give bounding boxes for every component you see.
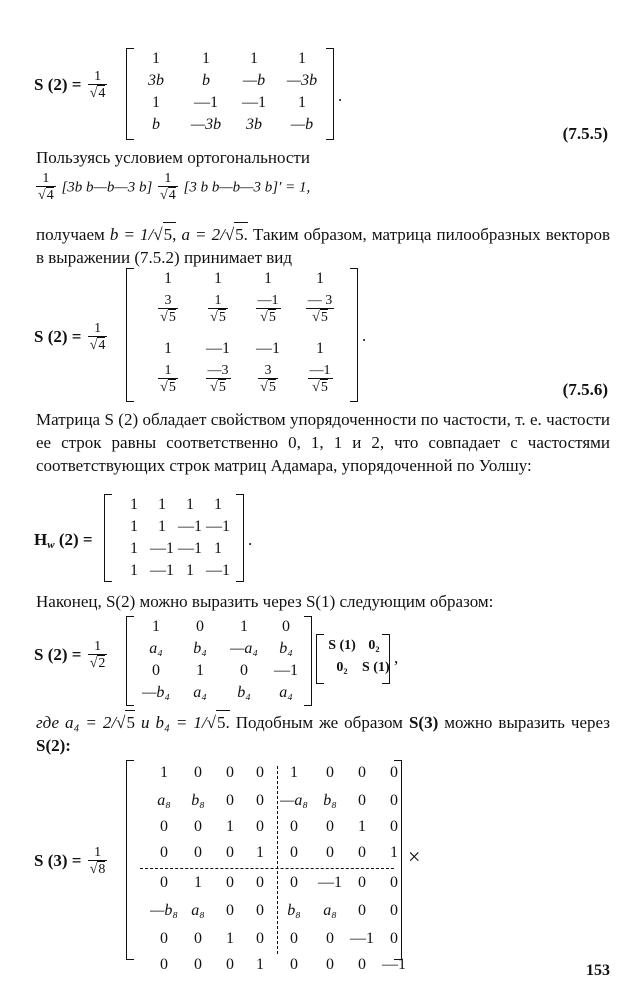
eq756-matrix-cell <box>194 294 242 326</box>
s3-matrix-cell: 0 <box>290 818 298 835</box>
s3-matrix-cell: b₈ <box>191 792 205 809</box>
eq756-matrix-cell: 1 <box>164 340 172 357</box>
s3-matrix-cell: 0 <box>390 818 398 835</box>
orth-left-vector: [3b b—b—3 b] <box>57 179 157 196</box>
s3-matrix-cell: 0 <box>160 930 168 947</box>
eq-s3-lhs <box>34 846 109 878</box>
eq755-trailing-dot: . <box>338 86 343 105</box>
eq-s2-lhs-fraction <box>88 640 108 672</box>
eq755-lhs-fraction <box>88 70 108 102</box>
eq755-matrix-cell: b <box>152 116 160 133</box>
para5-a-radicand: 5 <box>125 710 135 734</box>
eq756-matrix-cell-fraction-radicand: 5 <box>320 310 328 325</box>
para5-b-radical <box>207 713 216 732</box>
s3-matrix-cell: a₈ <box>191 902 205 919</box>
hw-matrix-cell: 1 <box>214 496 222 513</box>
eq756-matrix-cell-fraction-num: — 3 <box>307 293 333 308</box>
eq756-matrix-cell-fraction-den <box>206 378 231 396</box>
hw-matrix-cell: 1 <box>158 496 166 513</box>
para5-c: Подобным же образом <box>229 713 409 732</box>
eq-s2-lhs-fraction-den <box>88 654 108 672</box>
s3-matrix-cell: —1 <box>382 956 406 973</box>
orth-fraction-right-num: 1 <box>164 171 172 186</box>
eq756-matrix-cell-fraction-radicand: 5 <box>268 310 276 325</box>
eq756-matrix-cell-fraction-den <box>158 378 178 396</box>
para2-a: получаем <box>36 225 110 244</box>
paragraph-orthogonality: Пользуясь условием ортогональности <box>36 148 310 167</box>
eq755-lhs-fraction-den <box>88 84 108 102</box>
eq756-matrix-cell: 1 <box>316 270 324 287</box>
para5-e: можно выразить через <box>438 713 610 732</box>
eq755-matrix-cell: —1 <box>242 94 266 111</box>
hw-label-rest: (2) = <box>54 530 93 549</box>
eq756-number: (7.5.6) <box>562 380 608 399</box>
eq756-matrix-cell: —1 <box>256 340 280 357</box>
eq756-matrix <box>126 268 358 402</box>
s3-matrix-cell: 0 <box>256 874 264 891</box>
hw-trailing-dot: . <box>248 530 253 549</box>
para2-b-radicand: 5, <box>163 222 177 246</box>
s3-matrix-cell: 0 <box>256 902 264 919</box>
s3-matrix-cell: 1 <box>256 956 264 973</box>
s2-matrix-cell: 1 <box>240 618 248 635</box>
paragraph-ordering: Матрица S (2) обладает свойством упорядоченности по частости, т. е. частости ее строк равны соответственно 0, 1, 1 и 2, что совпадает с частостями соответствующих строк матриц Адамара, упорядоченной по Уолшу: <box>36 410 610 475</box>
eq755-matrix <box>126 48 334 140</box>
eq756-matrix-cell-fraction <box>208 294 228 326</box>
eq756-matrix-cell-fraction-radical <box>210 310 218 325</box>
s3-matrix-cell: 0 <box>390 902 398 919</box>
para2-c-radicand: 5. <box>234 222 248 246</box>
hw-matrix-cell: —1 <box>178 540 202 557</box>
eq-s2-lhs-fraction-radicand: 2 <box>98 656 106 671</box>
s3-matrix-cell: 1 <box>226 930 234 947</box>
eq756-matrix-cell-fraction-radicand: 5 <box>268 380 276 395</box>
orth-fraction-right <box>158 172 178 204</box>
eq756-matrix-cell-fraction-den <box>306 308 335 326</box>
eq756-matrix-cell: 1 <box>264 270 272 287</box>
s3-matrix-cell: 0 <box>326 956 334 973</box>
s2-matrix-cell: a₄ <box>279 684 293 701</box>
s2-matrix-cell: b₄ <box>279 640 293 657</box>
eq755-matrix-cell: 3b <box>148 72 164 89</box>
orth-fraction-left <box>36 172 56 204</box>
eq756-matrix-cell-fraction-num: 3 <box>164 293 172 308</box>
para2-d: Таким образом, матрица пилообразных векторов в выражении (7.5.2) принимает вид <box>36 225 610 267</box>
s3-matrix-cell: 0 <box>290 956 298 973</box>
s2-block-matrix <box>316 634 390 684</box>
eq756-matrix-cell-fraction-radicand: 5 <box>218 310 226 325</box>
eq756-matrix-cell-fraction-radical <box>210 380 218 395</box>
eq755-matrix-right-bracket <box>326 48 334 140</box>
s2-matrix-cell: —1 <box>274 662 298 679</box>
s3-matrix-cell: 0 <box>256 764 264 781</box>
s3-matrix-cell: b₈ <box>323 792 337 809</box>
s2-matrix-cell: —b₄ <box>142 684 170 701</box>
s2-matrix-cell: 0 <box>196 618 204 635</box>
s3-matrix-cell: 0 <box>256 930 264 947</box>
s2-matrix-cell: 0 <box>152 662 160 679</box>
eq756-matrix-cell-fraction-radical <box>260 380 268 395</box>
s3-matrix-cell: 1 <box>358 818 366 835</box>
eq756-matrix-cell-fraction-radical <box>312 310 320 325</box>
paragraph-s3-intro <box>36 710 610 757</box>
s2-matrix-cell: b₄ <box>193 640 207 657</box>
s3-matrix-cell: 0 <box>160 956 168 973</box>
s3-matrix-cell: 0 <box>290 844 298 861</box>
eq756-matrix-cell <box>144 364 192 396</box>
hw-matrix-cell: 1 <box>130 496 138 513</box>
orth-fraction-left-den <box>36 186 56 204</box>
hw-matrix-cell: 1 <box>130 540 138 557</box>
eq756-matrix-cell-fraction-num: 3 <box>264 363 272 378</box>
eq756-matrix-cell-fraction-den <box>308 378 333 396</box>
hw-label-sub: w <box>47 539 55 551</box>
eq755-matrix-cell: —3b <box>286 72 318 89</box>
para5-d: S(3) <box>408 713 439 732</box>
s2-matrix-cell: a₄ <box>193 684 207 701</box>
eq755-matrix-cell: 3b <box>246 116 262 133</box>
eq756-matrix-cell: 1 <box>214 270 222 287</box>
para5-f: S(2): <box>36 736 71 755</box>
s3-matrix-cell: 0 <box>160 844 168 861</box>
orth-fraction-right-radicand: 4 <box>168 188 176 203</box>
eq756-matrix-cell <box>296 294 344 326</box>
s3-matrix-cell: —b₈ <box>150 902 178 919</box>
eq756-matrix-cell-fraction <box>158 294 178 326</box>
s3-matrix-cell: 0 <box>358 902 366 919</box>
eq756-matrix-cell-fraction-num: —1 <box>309 363 331 378</box>
eq755-lhs <box>34 70 109 102</box>
hw-matrix-cell: 1 <box>186 496 194 513</box>
s3-matrix-cell: —1 <box>350 930 374 947</box>
eq755-lhs-label: S (2) = <box>34 74 86 94</box>
hw-matrix-cell: —1 <box>206 562 230 579</box>
s3-matrix-cell: 0 <box>326 764 334 781</box>
s3-times-sign: × <box>408 844 421 869</box>
hw-matrix-cell: 1 <box>186 562 194 579</box>
s2-block-cell: 0₂ <box>368 638 380 653</box>
s3-matrix-cell: 0 <box>194 818 202 835</box>
eq756-matrix-cell-fraction-radical <box>260 310 268 325</box>
s3-matrix-cell: 0 <box>226 902 234 919</box>
s3-matrix-cell: —1 <box>318 874 342 891</box>
eq756-matrix-cell <box>244 364 292 396</box>
eq755-matrix-cell: b <box>202 72 210 89</box>
s2-matrix-cell: —a₄ <box>230 640 258 657</box>
eq756-lhs <box>34 322 109 354</box>
eq756-matrix-cell-fraction-num: —1 <box>257 293 279 308</box>
hw-matrix-cell: —1 <box>206 518 230 535</box>
eq755-matrix-cell: —3b <box>190 116 222 133</box>
para5-a: где a₄ = 2/ <box>36 713 117 732</box>
eq756-matrix-cell-fraction <box>158 364 178 396</box>
orth-fraction-left-radical <box>38 188 46 203</box>
s3-matrix-cell: 0 <box>358 956 366 973</box>
hw-matrix-cell: —1 <box>150 562 174 579</box>
eq-s3-lhs-fraction-num: 1 <box>94 845 102 860</box>
s3-matrix-cell: 1 <box>194 874 202 891</box>
eq756-trailing-dot: . <box>362 326 367 345</box>
s3-matrix-cell: 1 <box>290 764 298 781</box>
s3-matrix-cell: 0 <box>194 844 202 861</box>
hw-lhs <box>34 530 93 551</box>
eq756-matrix-cell-fraction-radicand: 5 <box>168 380 176 395</box>
eq-s3-lhs-fraction <box>88 846 108 878</box>
eq756-matrix-cell-fraction-radicand: 5 <box>320 380 328 395</box>
eq756-matrix-cell <box>296 364 344 396</box>
hw-matrix <box>104 494 244 582</box>
eq-s2-lhs-fraction-radical <box>90 656 98 671</box>
orthogonality-equation <box>34 172 310 204</box>
eq-s2-lhs-label: S (2) = <box>34 644 86 664</box>
eq756-matrix-cell-fraction-den <box>256 308 281 326</box>
eq755-lhs-fraction-num: 1 <box>94 69 102 84</box>
eq756-matrix-cell-fraction <box>206 364 231 396</box>
s3-matrix-cell: 0 <box>194 956 202 973</box>
eq756-lhs-fraction-num: 1 <box>94 321 102 336</box>
eq756-matrix-cell-fraction <box>258 364 278 396</box>
orth-fraction-left-num: 1 <box>42 171 50 186</box>
eq-s3-lhs-label: S (3) = <box>34 850 86 870</box>
eq756-matrix-cell-fraction-radical <box>312 380 320 395</box>
eq756-matrix-cell <box>144 294 192 326</box>
eq756-matrix-cell-fraction-den <box>208 308 228 326</box>
s3-horizontal-partition <box>140 868 394 869</box>
eq755-lhs-fraction-radical <box>90 86 98 101</box>
eq756-matrix-cell: —1 <box>206 340 230 357</box>
eq756-matrix-cell-fraction-num: —3 <box>207 363 229 378</box>
hw-matrix-cell: 1 <box>214 540 222 557</box>
s3-matrix-left-bracket <box>126 760 134 960</box>
hw-matrix-cell: —1 <box>178 518 202 535</box>
s3-matrix-cell: 0 <box>290 930 298 947</box>
eq755-matrix-cell: —b <box>242 72 266 89</box>
eq756-matrix-cell-fraction-radicand: 5 <box>168 310 176 325</box>
eq756-matrix-right-bracket <box>350 268 358 402</box>
s3-matrix <box>126 760 406 973</box>
s2-matrix <box>126 616 312 706</box>
s3-matrix-cell: 0 <box>326 818 334 835</box>
s2-matrix-cell: 1 <box>196 662 204 679</box>
eq755-matrix-cell: 1 <box>298 50 306 67</box>
s2-block-cell: S (1) <box>328 638 356 653</box>
paragraph-recursion: Наконец, S(2) можно выразить через S(1) следующим образом: <box>36 592 494 611</box>
eq756-matrix-left-bracket <box>126 268 134 402</box>
para5-b-radicand: 5. <box>216 710 230 734</box>
s3-matrix-cell: 1 <box>160 764 168 781</box>
s3-matrix-cell: a₈ <box>157 792 171 809</box>
hw-matrix-cell: 1 <box>130 562 138 579</box>
hw-matrix-cell: —1 <box>150 540 174 557</box>
orth-fraction-left-radicand: 4 <box>46 188 54 203</box>
para2-b-radical <box>153 225 162 244</box>
eq756-matrix-cell <box>194 364 242 396</box>
s3-matrix-cell: 0 <box>390 764 398 781</box>
s3-matrix-cell: 0 <box>194 930 202 947</box>
eq-s3-lhs-fraction-den <box>88 860 108 878</box>
eq756-lhs-fraction-radicand: 4 <box>98 338 106 353</box>
eq756-matrix-cell-fraction <box>308 364 333 396</box>
eq-s2-trailing-comma: , <box>394 648 399 667</box>
s3-matrix-cell: 0 <box>226 792 234 809</box>
paragraph-sawtooth <box>36 222 610 269</box>
s2-matrix-cell: b₄ <box>237 684 251 701</box>
para2-c: a = 2/ <box>176 225 225 244</box>
s3-matrix-cell: 0 <box>256 792 264 809</box>
eq756-matrix-cell <box>244 294 292 326</box>
s2-matrix-cell: 1 <box>152 618 160 635</box>
eq755-number: (7.5.5) <box>562 124 608 143</box>
s3-matrix-cell: 0 <box>160 818 168 835</box>
eq756-matrix-cell-fraction-radical <box>160 310 168 325</box>
s3-matrix-cell: 0 <box>358 792 366 809</box>
s3-matrix-cell: 1 <box>256 844 264 861</box>
s3-matrix-cell: 1 <box>226 818 234 835</box>
eq755-matrix-cell: —b <box>290 116 314 133</box>
s3-matrix-cell: b₈ <box>287 902 301 919</box>
eq756-matrix-cell-fraction-den <box>158 308 178 326</box>
eq755-matrix-cell: 1 <box>250 50 258 67</box>
para2-b: b = 1/ <box>109 225 154 244</box>
eq756-matrix-cell-fraction-num: 1 <box>164 363 172 378</box>
eq755-lhs-fraction-radicand: 4 <box>98 86 106 101</box>
s3-vertical-partition <box>277 766 278 954</box>
orth-right-vector: [3 b b—b—3 b]′ = 1, <box>179 179 311 196</box>
s3-matrix-cell: 0 <box>226 956 234 973</box>
s2-matrix-cell: a₄ <box>149 640 163 657</box>
s3-matrix-cell: 0 <box>326 844 334 861</box>
eq756-matrix-cell: 1 <box>316 340 324 357</box>
s3-matrix-cell: 0 <box>358 874 366 891</box>
eq-s3-lhs-fraction-radicand: 8 <box>98 862 106 877</box>
eq755-matrix-cell: 1 <box>152 50 160 67</box>
eq-s2-lhs-fraction-num: 1 <box>94 639 102 654</box>
eq756-matrix-cell-fraction-den <box>258 378 278 396</box>
eq756-lhs-fraction-den <box>88 336 108 354</box>
s2-matrix-cell: 0 <box>282 618 290 635</box>
eq755-matrix-cell: 1 <box>152 94 160 111</box>
orth-fraction-right-radical <box>160 188 168 203</box>
eq756-lhs-label: S (2) = <box>34 326 86 346</box>
s2-block-cell: 0₂ <box>336 660 348 675</box>
eq756-matrix-cell-fraction-radical <box>160 380 168 395</box>
s3-matrix-cell: 0 <box>160 874 168 891</box>
eq755-matrix-cell: 1 <box>202 50 210 67</box>
s3-matrix-cell: 0 <box>290 874 298 891</box>
hw-matrix-cell: 1 <box>158 518 166 535</box>
s3-matrix-cell: —a₈ <box>280 792 308 809</box>
s3-matrix-cell: 0 <box>226 764 234 781</box>
s3-matrix-cell: 0 <box>358 764 366 781</box>
eq756-matrix-cell-fraction-num: 1 <box>214 293 222 308</box>
s3-matrix-cell: 0 <box>358 844 366 861</box>
hw-label-h: H <box>34 530 48 549</box>
s3-matrix-cell: 0 <box>390 930 398 947</box>
eq-s3-lhs-fraction-radical <box>90 862 98 877</box>
eq756-lhs-fraction <box>88 322 108 354</box>
s3-matrix-cell: 0 <box>256 818 264 835</box>
hw-matrix-cell: 1 <box>130 518 138 535</box>
eq755-matrix-cell: —1 <box>194 94 218 111</box>
s3-matrix-cell: 0 <box>226 874 234 891</box>
eq756-matrix-cell-fraction <box>256 294 281 326</box>
page-number: 153 <box>586 962 610 979</box>
eq756-matrix-cell: 1 <box>164 270 172 287</box>
s3-matrix-cell: 0 <box>326 930 334 947</box>
para5-a-radical <box>116 713 125 732</box>
eq755-matrix-cell: 1 <box>298 94 306 111</box>
eq-s2-lhs <box>34 640 109 672</box>
para5-b: и b₄ = 1/ <box>134 713 207 732</box>
eq756-lhs-fraction-radical <box>90 338 98 353</box>
s3-matrix-cell: 0 <box>390 792 398 809</box>
eq756-matrix-cell-fraction <box>306 294 335 326</box>
s3-matrix-cell: 0 <box>390 874 398 891</box>
s3-matrix-cell: a₈ <box>323 902 337 919</box>
eq756-matrix-cell-fraction-radicand: 5 <box>218 380 226 395</box>
s2-matrix-cell: 0 <box>240 662 248 679</box>
orth-fraction-right-den <box>158 186 178 204</box>
para2-c-radical <box>225 225 234 244</box>
s2-block-cell: S (1) <box>362 660 390 675</box>
s3-matrix-cell: 0 <box>226 844 234 861</box>
s3-matrix-cell: 0 <box>194 764 202 781</box>
s3-matrix-cell: 1 <box>390 844 398 861</box>
